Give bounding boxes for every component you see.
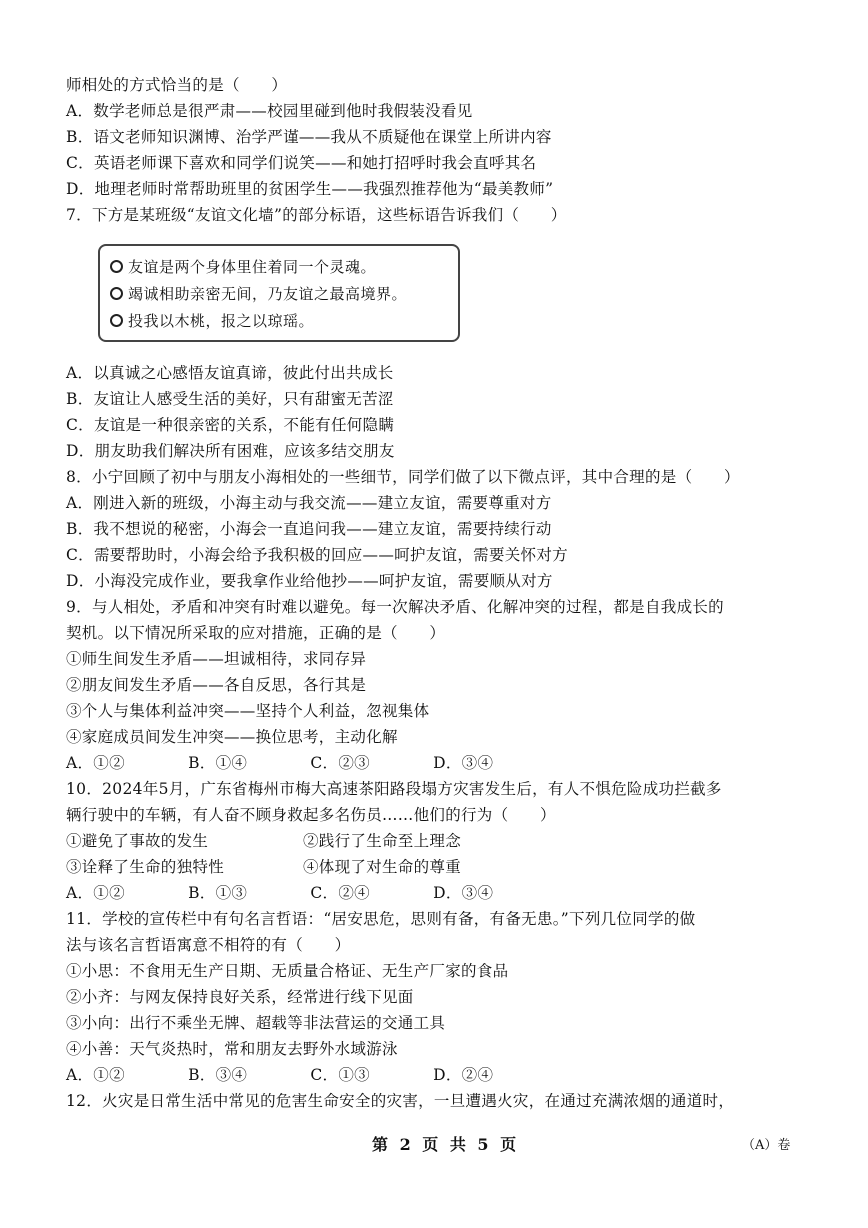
option-b: B．友谊让人感受生活的美好，只有甜蜜无苦涩 bbox=[66, 390, 394, 408]
page-number: 第 2 页 共 5 页 bbox=[372, 1135, 520, 1154]
question-11-continued: 法与该名言哲语寓意不相符的有（ ） bbox=[66, 936, 351, 954]
question-12: 12．火灾是日常生活中常见的危害生命安全的灾害，一旦遭遇火灾，在通过充满浓烟的通道时， bbox=[66, 1092, 735, 1110]
option-d: D．朋友助我们解决所有困难，应该多结交朋友 bbox=[66, 442, 395, 460]
question-9-continued: 契机。以下情况所采取的应对措施，正确的是（ ） bbox=[66, 624, 446, 642]
question-11: 11．学校的宣传栏中有句名言哲语：“居安思危，思则有备，有备无患。”下列几位同学的做 bbox=[66, 910, 696, 928]
statement-item: ④家庭成员间发生冲突——换位思考，主动化解 bbox=[66, 728, 398, 746]
option-c: C．友谊是一种很亲密的关系，不能有任何隐瞒 bbox=[66, 416, 395, 434]
slogan-text: 投我以木桃，报之以琼瑶。 bbox=[128, 312, 315, 330]
answer-options: A．①② B．③④ C．①③ D．②④ bbox=[66, 1066, 494, 1084]
statement-item: ①师生间发生矛盾——坦诚相待，求同存异 bbox=[66, 650, 367, 668]
slogan-item bbox=[110, 281, 448, 308]
option-c: C．英语老师课下喜欢和同学们说笑——和她打招呼时我会直呼其名 bbox=[66, 154, 537, 172]
circle-bullet-icon bbox=[110, 314, 123, 327]
option-a: A．刚进入新的班级，小海主动与我交流——建立友谊，需要尊重对方 bbox=[66, 494, 552, 512]
slogan-text: 友谊是两个身体里住着同一个灵魂。 bbox=[128, 258, 377, 276]
statement-pair: ①避免了事故的发生 ②践行了生命至上理念 bbox=[66, 832, 462, 850]
friendship-slogan-box bbox=[98, 244, 460, 342]
slogan-item bbox=[110, 308, 448, 335]
option-d: D．地理老师时常帮助班里的贫困学生——我强烈推荐他为“最美教师” bbox=[66, 180, 554, 198]
statement-item: ③个人与集体利益冲突——坚持个人利益，忽视集体 bbox=[66, 702, 430, 720]
question-8: 8．小宁回顾了初中与朋友小海相处的一些细节，同学们做了以下微点评，其中合理的是（ ） bbox=[66, 468, 740, 486]
statement-item: ②小齐：与网友保持良好关系，经常进行线下见面 bbox=[66, 988, 414, 1006]
option-a: A．以真诚之心感悟友谊真谛，彼此付出共成长 bbox=[66, 364, 394, 382]
statement-item: ④小善：天气炎热时，常和朋友去野外水域游泳 bbox=[66, 1040, 398, 1058]
option-c: C．需要帮助时，小海会给予我积极的回应——呵护友谊，需要关怀对方 bbox=[66, 546, 568, 564]
question-9: 9．与人相处，矛盾和冲突有时难以避免。每一次解决矛盾、化解冲突的过程，都是自我成长的 bbox=[66, 598, 724, 616]
statement-item: ③小向：出行不乘坐无牌、超载等非法营运的交通工具 bbox=[66, 1014, 446, 1032]
statement-pair: ③诠释了生命的独特性 ④体现了对生命的尊重 bbox=[66, 858, 462, 876]
page-footer bbox=[0, 1132, 868, 1158]
answer-options: A．①② B．①④ C．②③ D．③④ bbox=[66, 754, 494, 772]
answer-options: A．①② B．①③ C．②④ D．③④ bbox=[66, 884, 494, 902]
circle-bullet-icon bbox=[110, 260, 123, 273]
option-b: B．我不想说的秘密，小海会一直追问我——建立友谊，需要持续行动 bbox=[66, 520, 552, 538]
circle-bullet-icon bbox=[110, 287, 123, 300]
option-a: A．数学老师总是很严肃——校园里碰到他时我假装没看见 bbox=[66, 102, 473, 120]
paper-version-label: （A）卷 bbox=[742, 1138, 791, 1153]
question-10: 10．2024年5月，广东省梅州市梅大高速茶阳路段塌方灾害发生后，有人不惧危险成功拦截多 bbox=[66, 780, 722, 798]
question-7: 7．下方是某班级“友谊文化墙”的部分标语，这些标语告诉我们（ ） bbox=[66, 206, 567, 224]
text-line: 师相处的方式恰当的是（ ） bbox=[66, 76, 288, 94]
question-10-continued: 辆行驶中的车辆，有人奋不顾身救起多名伤员……他们的行为（ ） bbox=[66, 806, 556, 824]
option-b: B．语文老师知识渊博、治学严谨——我从不质疑他在课堂上所讲内容 bbox=[66, 128, 552, 146]
option-d: D．小海没完成作业，要我拿作业给他抄——呵护友谊，需要顺从对方 bbox=[66, 572, 553, 590]
statement-item: ②朋友间发生矛盾——各自反思，各行其是 bbox=[66, 676, 367, 694]
slogan-text: 竭诚相助亲密无间，乃友谊之最高境界。 bbox=[128, 285, 408, 303]
statement-item: ①小思：不食用无生产日期、无质量合格证、无生产厂家的食品 bbox=[66, 962, 509, 980]
slogan-item bbox=[110, 254, 448, 281]
